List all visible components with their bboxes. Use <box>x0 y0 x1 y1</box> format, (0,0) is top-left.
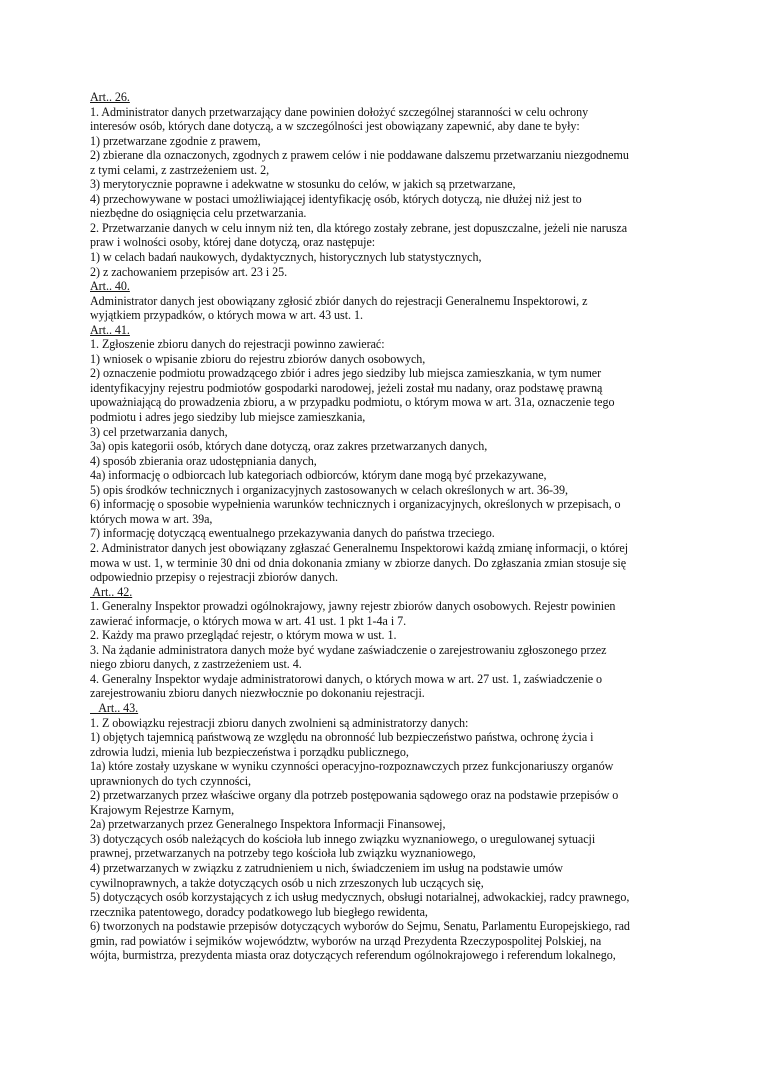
article-heading: Art.. 41. <box>90 322 130 337</box>
text-line: których mowa w art. 39a, <box>90 511 213 526</box>
text-line: 3a) opis kategorii osób, których dane dotyczą, oraz zakres przetwarzanych danych, <box>90 439 488 454</box>
article-heading: Art.. 26. <box>90 90 130 104</box>
article-heading: Art.. 43. <box>90 700 139 715</box>
text-line: uprawnionych do tych czynności, <box>90 773 252 788</box>
text-line: odpowiednio przepisy o rejestracji zbiorów danych. <box>90 570 339 585</box>
text-line: 1) wniosek o wpisanie zbioru do rejestru zbiorów danych osobowych, <box>90 351 426 366</box>
text-line: 2a) przetwarzanych przez Generalnego Inspektora Informacji Finansowej, <box>90 817 446 832</box>
text-line: 5) opis środków technicznych i organizacyjnych zastosowanych w celach określonych w art. 36-39, <box>90 482 568 497</box>
text-line: 1. Administrator danych przetwarzający dane powinien dołożyć szczególnej staranności w celu ochrony <box>90 104 589 119</box>
text-line: zarejestrowaniu zbioru danych niezwłocznie po dokonaniu rejestracji. <box>90 686 425 701</box>
text-line: zdrowia ludzi, mienia lub bezpieczeństwa i porządku publicznego, <box>90 744 409 759</box>
text-line: 5) dotyczących osób korzystających z ich usług medycznych, obsługi notarialnej, adwokackiej, radcy prawnego, <box>90 890 630 905</box>
text-line: 3) cel przetwarzania danych, <box>90 424 228 439</box>
text-line: 7) informację dotyczącą ewentualnego przekazywania danych do państwa trzeciego. <box>90 526 495 541</box>
text-line: praw i wolności osoby, której dane dotyczą, oraz następuje: <box>90 235 376 250</box>
text-line: 2. Każdy ma prawo przeglądać rejestr, o którym mowa w ust. 1. <box>90 628 397 643</box>
document-page <box>90 90 680 963</box>
text-line: 4) przechowywane w postaci umożliwiającej identyfikację osób, których dotyczą, nie dłużej niż jest to <box>90 191 582 206</box>
text-line: z tymi celami, z zastrzeżeniem ust. 2, <box>90 162 270 177</box>
text-line: 2. Przetwarzanie danych w celu innym niż ten, dla którego zostały zebrane, jest dopuszczalne, jeżeli nie narusza <box>90 220 628 235</box>
text-line: 3. Na żądanie administratora danych może być wydane zaświadczenie o zarejestrowaniu zgłoszonego przez <box>90 642 607 657</box>
text-line: 1. Zgłoszenie zbioru danych do rejestracji powinno zawierać: <box>90 337 385 352</box>
text-line: 2) zbierane dla oznaczonych, zgodnych z prawem celów i nie poddawane dalszemu przetwarzaniu niezgodnemu <box>90 148 629 163</box>
text-line: zawierać informacje, o których mowa w art. 41 ust. 1 pkt 1-4a i 7. <box>90 613 407 628</box>
text-line: 1. Z obowiązku rejestracji zbioru danych zwolnieni są administratorzy danych: <box>90 715 469 730</box>
text-line: podmiotu i adres jego siedziby lub miejsce zamieszkania, <box>90 410 366 425</box>
text-line: 4) przetwarzanych w związku z zatrudnieniem u nich, świadczeniem im usług na podstawie umów <box>90 860 563 875</box>
text-line: 2) z zachowaniem przepisów art. 23 i 25. <box>90 264 288 279</box>
text-line: 1) objętych tajemnicą państwową ze względu na obronność lub bezpieczeństwo państwa, ochronę życia i <box>90 730 594 745</box>
text-line: cywilnoprawnych, a także dotyczących osób u nich zrzeszonych lub uczących się, <box>90 875 484 890</box>
article-heading: Art.. 42. <box>90 584 133 599</box>
text-line: rzecznika patentowego, doradcy podatkowego lub biegłego rewidenta, <box>90 904 428 919</box>
text-line: 2) przetwarzanych przez właściwe organy dla potrzeb postępowania sądowego oraz na podstawie przepisów o <box>90 788 619 803</box>
text-line: gmin, rad powiatów i sejmików województw, wyborów na urząd Prezydenta Rzeczypospolitej Polskiej, na <box>90 933 602 948</box>
text-line: niezbędne do osiągnięcia celu przetwarzania. <box>90 206 307 221</box>
text-line: 4) sposób zbierania oraz udostępniania danych, <box>90 453 317 468</box>
text-line: identyfikacyjny rejestru podmiotów gospodarki narodowej, jeżeli został mu nadany, oraz podstawę prawną <box>90 380 603 395</box>
article-heading: Art.. 40. <box>90 279 130 294</box>
text-line: wójta, burmistrza, prezydenta miasta oraz dotyczących referendum ogólnokrajowego i referendum lokalnego, <box>90 948 616 963</box>
text-line: 1) w celach badań naukowych, dydaktycznych, historycznych lub statystycznych, <box>90 250 482 265</box>
text-line: interesów osób, których dane dotyczą, a w szczególności jest obowiązany zapewnić, aby dane te były: <box>90 119 580 134</box>
text-line: 6) tworzonych na podstawie przepisów dotyczących wyborów do Sejmu, Senatu, Parlamentu Europejskiego, rad <box>90 919 630 934</box>
text-line: 1. Generalny Inspektor prowadzi ogólnokrajowy, jawny rejestr zbiorów danych osobowych. Rejestr powinien <box>90 599 616 614</box>
text-line: 4a) informację o odbiorcach lub kategoriach odbiorców, którym dane mogą być przekazywane, <box>90 468 547 483</box>
text-line: 2) oznaczenie podmiotu prowadzącego zbiór i adres jego siedziby lub miejsca zamieszkania, w tym numer <box>90 366 602 381</box>
text-line: 2. Administrator danych jest obowiązany zgłaszać Generalnemu Inspektorowi każdą zmianę informacji, o której <box>90 540 629 555</box>
text-line: prawnej, przetwarzanych na potrzeby tego kościoła lub związku wyznaniowego, <box>90 846 476 861</box>
text-line: 6) informację o sposobie wypełnienia warunków technicznych i organizacyjnych, określonych w przepisach, o <box>90 497 621 512</box>
text-line: 4. Generalny Inspektor wydaje administratorowi danych, o których mowa w art. 27 ust. 1, zaświadczenie o <box>90 671 603 686</box>
text-line: 3) dotyczących osób należących do kościoła lub innego związku wyznaniowego, o uregulowanej sytuacji <box>90 831 596 846</box>
text-line: mowa w ust. 1, w terminie 30 dni od dnia dokonania zmiany w zbiorze danych. Do zgłaszania zmian stosuje się <box>90 555 627 570</box>
text-line: Administrator danych jest obowiązany zgłosić zbiór danych do rejestracji Generalnemu Inspektorowi, z <box>90 293 588 308</box>
text-line: Krajowym Rejestrze Karnym, <box>90 802 235 817</box>
text-line: 1) przetwarzane zgodnie z prawem, <box>90 133 261 148</box>
text-line: upoważniającą do prowadzenia zbioru, a w przypadku podmiotu, o którym mowa w art. 31a, oznaczenie tego <box>90 395 615 410</box>
text-line: niego zbioru danych, z zastrzeżeniem ust. 4. <box>90 657 302 672</box>
text-line: wyjątkiem przypadków, o których mowa w art. 43 ust. 1. <box>90 308 363 323</box>
text-line: 3) merytorycznie poprawne i adekwatne w stosunku do celów, w jakich są przetwarzane, <box>90 177 516 192</box>
text-line: 1a) które zostały uzyskane w wyniku czynności operacyjno-rozpoznawczych przez funkcjonariuszy organów <box>90 759 614 774</box>
